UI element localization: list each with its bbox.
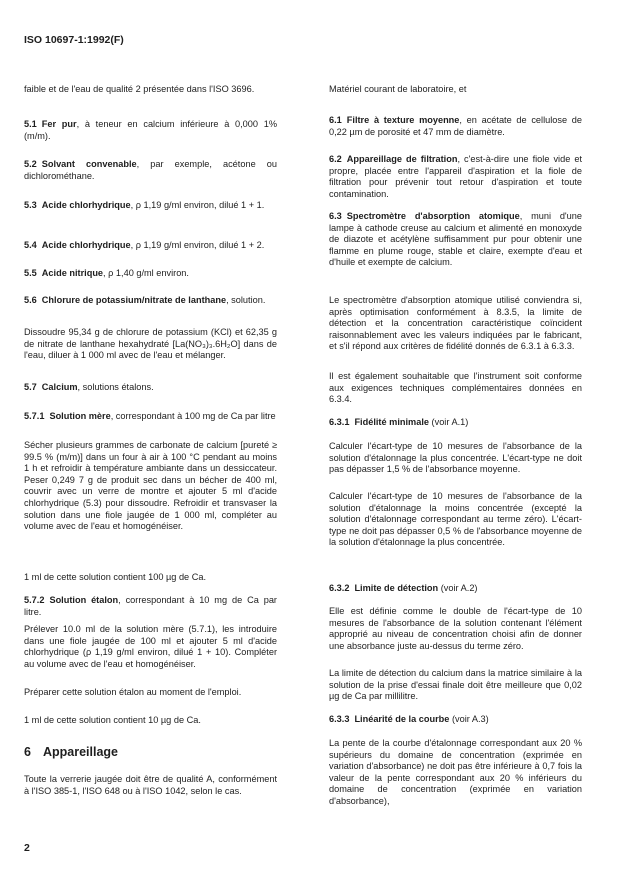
clause-title: Spectromètre d'absorption atomique bbox=[346, 211, 520, 221]
paragraph: La pente de la courbe d'étalonnage correspondant aux 20 % supérieurs du domaine de concentration (exprimée en variation d'absorbance) ne doit pas être inférieure à 0,7 fois la valeur de la pente correspondant aux 20 % inférieurs du domaine de concentration (exprimée en variation d'absorbance), bbox=[329, 738, 582, 806]
paragraph: Dissoudre 95,34 g de chlorure de potassium (KCl) et 62,35 g de nitrate de lanthane hexahydraté [La(NO₃)₃.6H₂O] dans de l'eau, diluer à 1 000 ml avec de l'eau et mélanger. bbox=[24, 327, 277, 361]
paragraph: Toute la verrerie jaugée doit être de qualité A, conformément à l'ISO 385-1, l'ISO 648 ou à l'ISO 1042, selon le cas. bbox=[24, 774, 277, 796]
clause-5-1 bbox=[24, 119, 277, 142]
paragraph: Il est également souhaitable que l'instrument soit conforme aux exigences techniques complémentaires données en 6.3.4. bbox=[329, 371, 582, 405]
clause-text: , solution. bbox=[226, 295, 266, 305]
clause-number: 5.7 bbox=[24, 382, 37, 392]
paragraph: Calculer l'écart-type de 10 mesures de l'absorbance de la solution d'étalonnage la plus concentrée. L'écart-type ne doit pas dépasser 1,5 % de l'absorbance moyenne. bbox=[329, 441, 582, 475]
clause-text: , en acétate de cellulose de 0,22 µm de porosité et 47 mm de diamètre. bbox=[329, 115, 582, 137]
clause-number: 6.3.2 bbox=[329, 583, 350, 593]
clause-text: , correspondant à 10 mg de Ca par litre. bbox=[24, 595, 277, 617]
clause-text: , solutions étalons. bbox=[77, 382, 154, 392]
clause-text: , ρ 1,19 g/ml environ, dilué 1 + 2. bbox=[130, 240, 265, 250]
paragraph: Elle est définie comme le double de l'écart-type de 10 mesures de l'absorbance de la solution contenant l'élément approprié au niveau de concentration choisi afin de donner une absorbance juste au-dessus du terme zéro. bbox=[329, 606, 582, 651]
paragraph: faible et de l'eau de qualité 2 présentée dans l'ISO 3696. bbox=[24, 84, 255, 94]
paragraph: Matériel courant de laboratoire, et bbox=[329, 84, 467, 94]
clause-number: 5.5 bbox=[24, 268, 37, 278]
clause-number: 5.6 bbox=[24, 295, 37, 305]
clause-number: 6.3.1 bbox=[329, 417, 350, 427]
document-header: ISO 10697-1:1992(F) bbox=[24, 34, 124, 46]
clause-title: Fer pur bbox=[41, 119, 77, 129]
clause-number: 6.1 bbox=[329, 115, 342, 125]
clause-5-7-1 bbox=[24, 411, 277, 423]
section-number: 6 bbox=[24, 745, 31, 759]
clause-text: (voir A.1) bbox=[428, 417, 469, 427]
clause-6-1 bbox=[329, 115, 582, 138]
clause-text: , ρ 1,19 g/ml environ, dilué 1 + 1. bbox=[130, 200, 265, 210]
clause-number: 6.3 bbox=[329, 211, 342, 221]
paragraph: Calculer l'écart-type de 10 mesures de l'absorbance de la solution d'étalonnage la moins concentrée (excepté la solution d'étalonnage correspondant au terme zéro). L'écart-type ne doit pas dépasser 0,5 % de l'absorbance moyenne de la solution d'étalonnage la plus concentrée. bbox=[329, 491, 582, 548]
clause-5-6 bbox=[24, 295, 277, 307]
clause-title: Filtre à texture moyenne bbox=[346, 115, 460, 125]
clause-6-3-2 bbox=[329, 583, 582, 595]
clause-title: Calcium bbox=[41, 382, 78, 392]
paragraph: 1 ml de cette solution contient 100 µg de Ca. bbox=[24, 572, 207, 582]
clause-number: 5.7.1 bbox=[24, 411, 45, 421]
clause-title: Solution mère bbox=[49, 411, 111, 421]
clause-text: , par exemple, acétone ou dichlorométhane. bbox=[24, 159, 277, 181]
paragraph: Le spectromètre d'absorption atomique utilisé conviendra si, après optimisation conformément à 8.3.5, la limite de détection et la concentration caractéristique coïncident raisonnablement avec les valeurs indiquées par le fabricant, et s'il répond aux critères de fidélité donnés de 6.3.1 à 6.3.3. bbox=[329, 295, 582, 352]
clause-title: Chlorure de potassium/nitrate de lanthane bbox=[41, 295, 227, 305]
section-title: Appareillage bbox=[42, 745, 118, 759]
paragraph: Prélever 10.0 ml de la solution mère (5.7.1), les introduire dans une fiole jaugée de 100 ml et ajouter 5 ml d'acide chlorhydrique (ρ 1,19 g/ml environ, dilué 1 + 10). Compléter au volume avec de l'eau et homogénéiser. bbox=[24, 624, 277, 669]
clause-text: , ρ 1,40 g/ml environ. bbox=[103, 268, 189, 278]
clause-number: 5.4 bbox=[24, 240, 37, 250]
clause-5-3 bbox=[24, 200, 277, 212]
clause-5-5 bbox=[24, 268, 277, 280]
clause-number: 6.2 bbox=[329, 154, 342, 164]
clause-5-2 bbox=[24, 159, 277, 182]
clause-5-7 bbox=[24, 382, 277, 394]
clause-number: 5.1 bbox=[24, 119, 37, 129]
clause-text: , muni d'une lampe à cathode creuse au calcium et alimenté en monoxyde de diazote et acétylène suffisamment pur pour obtenir une flamme en plume rouge, stable et claire, exempte d'eau et d'huile et exempte de calcium. bbox=[329, 211, 583, 268]
clause-number: 5.2 bbox=[24, 159, 37, 169]
clause-title: Solvant convenable bbox=[41, 159, 137, 169]
clause-title: Acide chlorhydrique bbox=[41, 200, 131, 210]
paragraph: 1 ml de cette solution contient 10 µg de Ca. bbox=[24, 715, 201, 725]
clause-6-3 bbox=[329, 211, 582, 269]
clause-title: Linéarité de la courbe bbox=[354, 714, 450, 724]
clause-text: , à teneur en calcium inférieure à 0,000 1% (m/m). bbox=[24, 119, 277, 141]
clause-title: Fidélité minimale bbox=[354, 417, 429, 427]
clause-5-4 bbox=[24, 240, 277, 252]
clause-title: Appareillage de filtration bbox=[346, 154, 458, 164]
clause-5-7-2 bbox=[24, 595, 277, 618]
clause-number: 5.7.2 bbox=[24, 595, 45, 605]
clause-title: Solution étalon bbox=[49, 595, 119, 605]
clause-text: (voir A.3) bbox=[449, 714, 489, 724]
clause-text: (voir A.2) bbox=[438, 583, 478, 593]
clause-number: 5.3 bbox=[24, 200, 37, 210]
clause-number: 6.3.3 bbox=[329, 714, 350, 724]
paragraph: La limite de détection du calcium dans la matrice similaire à la solution de la prise d'essai finale doit être meilleure que 0,02 µg de Ca par millilitre. bbox=[329, 668, 582, 702]
clause-title: Acide nitrique bbox=[41, 268, 104, 278]
paragraph: Sécher plusieurs grammes de carbonate de calcium [pureté ≥ 99.5 % (m/m)] dans un four à air à 100 °C pendant au moins 1 h et refroidir à température ambiante dans un dessiccateur. Peser 0,249 7 g de produit sec dans un bécher de 400 ml, couvrir avec un verre de montre et ajouter 5 ml d'acide chlorhydrique (5.3) pour dissoudre. Refroidir et transvaser la solution dans une fiole jaugée de 1 000 ml, compléter au volume avec de l'eau et homogénéiser. bbox=[24, 440, 277, 532]
clause-6-3-3 bbox=[329, 714, 582, 726]
clause-title: Acide chlorhydrique bbox=[41, 240, 131, 250]
clause-text: , correspondant à 100 mg de Ca par litre bbox=[110, 411, 276, 421]
clause-title: Limite de détection bbox=[354, 583, 439, 593]
paragraph: Préparer cette solution étalon au moment de l'emploi. bbox=[24, 687, 242, 697]
clause-6-2 bbox=[329, 154, 582, 200]
page-number: 2 bbox=[24, 842, 30, 854]
clause-text: , c'est-à-dire une fiole vide et propre, placée entre l'appareil d'aspiration et la fiole de filtration pour prévenir tout retour d'aspiration et toute contamination. bbox=[329, 154, 582, 199]
clause-6-3-1 bbox=[329, 417, 582, 429]
section-heading-6 bbox=[24, 745, 118, 759]
